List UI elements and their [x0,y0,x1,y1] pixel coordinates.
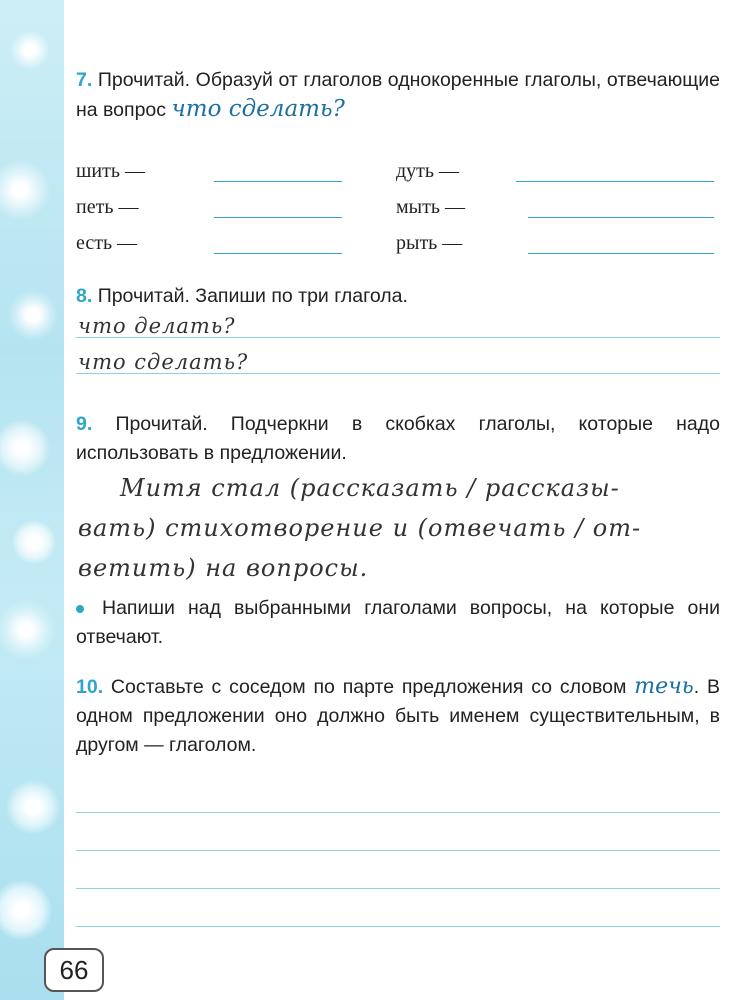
flower-icon [12,520,56,564]
handwritten-word: течь [634,674,694,699]
flower-icon [10,30,50,70]
handwritten-prompt-2: что сделать? [78,350,249,374]
verb-ryt: рыть — [396,232,463,254]
workbook-page [64,0,750,1000]
answer-blank[interactable] [214,180,342,182]
flower-icon [6,780,60,834]
sentence-line-1: Митя стал (рассказать / рассказы- [120,474,620,502]
flower-icon [0,600,56,660]
task-number: 9. [76,413,93,435]
flower-icon [0,880,52,940]
flower-icon [0,160,50,220]
verb-dut: дуть — [396,160,460,182]
task-number: 8. [76,285,93,307]
task-text: Прочитай. Подчеркни в скобках глаголы, которые надо использовать в предложении. [76,413,720,464]
bullet-text: Напиши над выбранными глаголами вопросы, на которые они отвечают. [76,597,720,648]
verb-myt: мыть — [396,196,465,218]
page-number: 66 [44,948,104,992]
writing-line[interactable] [76,926,720,927]
sentence-line-2: вать) стихотворение и (отвечать / от- [78,514,642,542]
task-7 [76,66,720,125]
writing-line[interactable] [76,373,720,374]
verb-est: есть — [76,232,138,254]
answer-blank[interactable] [214,216,342,218]
task-text: Прочитай. Запиши по три глагола. [97,285,408,307]
writing-line[interactable] [76,888,720,889]
task-text: Составьте с соседом по парте предложения со словом [110,676,627,698]
answer-blank[interactable] [528,252,714,254]
task-text-end: . В одном предложении оно должно быть именем существительным, в другом — глаголом. [76,676,721,756]
handwritten-prompt-1: что делать? [78,314,236,338]
task-8 [76,282,720,311]
decorative-margin [0,0,64,1000]
answer-blank[interactable] [516,180,714,182]
task-10 [76,672,720,760]
flower-icon [0,420,50,476]
flower-icon [8,290,58,340]
handwritten-question: что сделать? [171,96,345,122]
answer-blank[interactable] [214,252,342,254]
task-text: Прочитай. Образуй от глаголов однокоренные глаголы, отвечающие на вопрос [76,69,720,121]
sentence-line-3: ветить) на вопросы. [78,554,369,582]
writing-line[interactable] [76,337,720,338]
answer-blank[interactable] [528,216,714,218]
bullet-icon [76,605,84,613]
verb-shit: шить — [76,160,145,182]
verb-pet: петь — [76,196,139,218]
writing-line[interactable] [76,812,720,813]
task-number: 7. [76,69,93,91]
writing-line[interactable] [76,850,720,851]
task-number: 10. [76,676,104,698]
task-9 [76,410,720,468]
task-9-bullet [76,594,720,652]
